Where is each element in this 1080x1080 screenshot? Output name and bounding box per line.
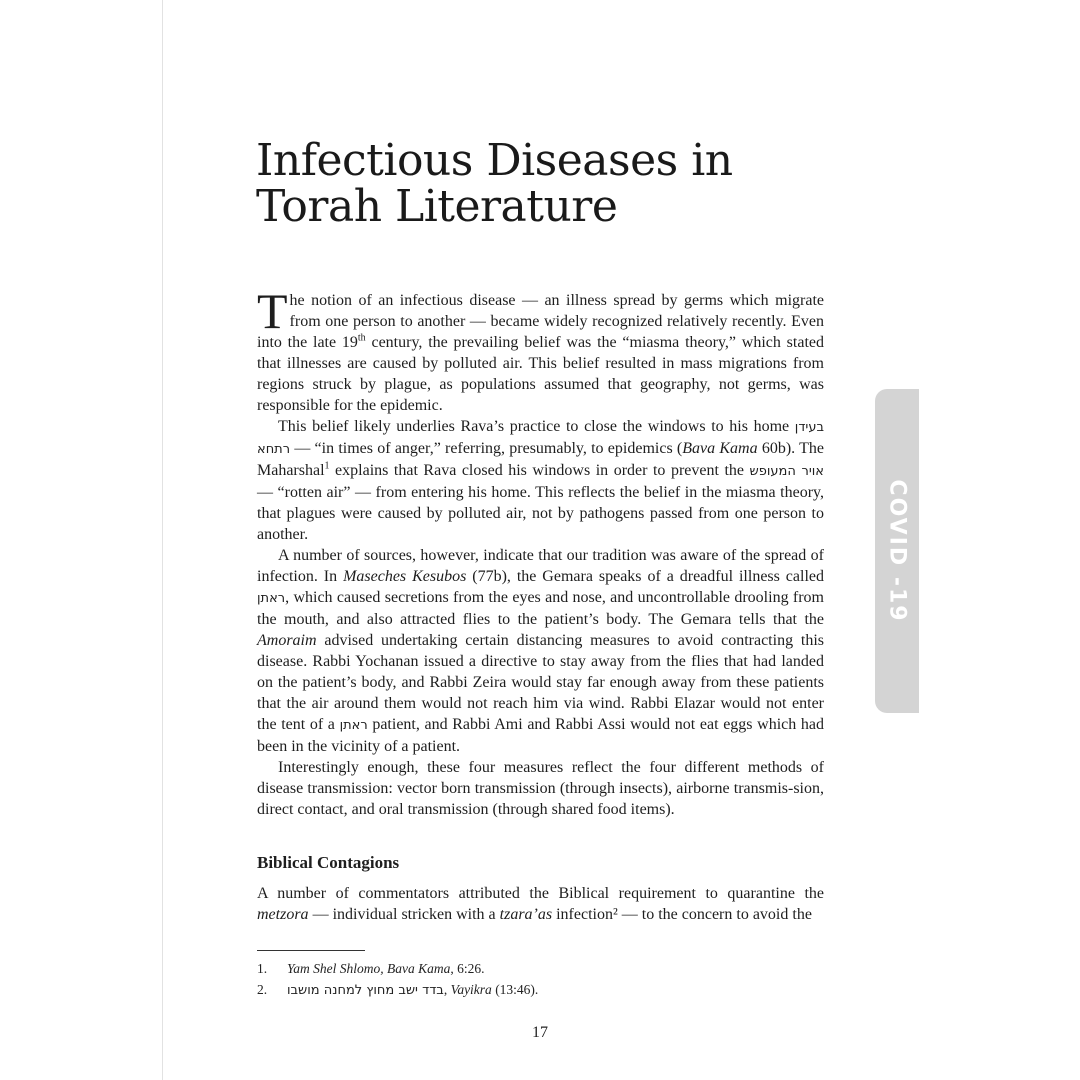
footnote-item bbox=[257, 958, 824, 979]
side-tab-label: COVID -19 bbox=[884, 479, 910, 623]
footnote-number: 1. bbox=[257, 961, 268, 976]
footnote-divider bbox=[257, 950, 365, 951]
paragraph-1: The notion of an infectious disease — an illness spread by germs which migrate from one person to another — became widely recognized relatively recently. Even into the late 19th century, the prevailing belief was the “miasma theory,” which stated that illnesses are caused by polluted air. This belief resulted in mass migrations from regions struck by plague, as populations assumed that geography, not germs, was responsible for the epidemic. bbox=[257, 283, 825, 414]
footnote-number: 2. bbox=[257, 982, 268, 997]
title-line-2: Torah Literature bbox=[256, 181, 618, 232]
page-number: 17 bbox=[532, 1024, 548, 1041]
section-side-tab bbox=[875, 389, 919, 713]
body-text bbox=[257, 283, 825, 925]
footnote-ref-1[interactable]: 1 bbox=[324, 460, 330, 472]
section-heading: Biblical Contagions bbox=[257, 853, 400, 872]
hebrew-text: בעידן רתחא bbox=[257, 420, 824, 457]
hebrew-text: אויר המעופש bbox=[749, 464, 824, 479]
page-gutter-line bbox=[162, 0, 163, 1080]
footnote-item bbox=[257, 979, 824, 1001]
paragraph-3: A number of sources, however, indicate that our tradition was aware of the spread of infection. In Maseches Kesubos (77b), the Gemara speaks of a dreadful illness called ראתן, which caused secretions from the eyes and nose, and uncontrollable drooling from the mouth, and also attracted flies to the patient’s body. The Gemara tells that the Amoraim advised undertaking certain distancing measures to avoid contracting this disease. Rabbi Yochanan issued a directive to stay away from the flies that had landed on the patient’s body, and Rabbi Zeira would stay far enough away from these patients that the air around them would not reach him via wind. Rabbi Elazar would not enter the tent of a ראתן patient, and Rabbi Ami and Rabbi Assi would not eat eggs which had been in the vicinity of a patient. bbox=[257, 547, 825, 755]
hebrew-text: ראתן bbox=[257, 591, 286, 606]
paragraph-5: A number of commentators attributed the Biblical requirement to quarantine the metzora — individual stricken with a tzara’as infection² — to the concern to avoid the bbox=[257, 885, 824, 923]
paragraph-4: Interestingly enough, these four measures reflect the four different methods of disease transmission: vector born transmission (through insects), airborne transmis-sion, direct contact, and oral transmission (through shared food items). bbox=[257, 759, 824, 818]
drop-cap: T bbox=[257, 283, 288, 339]
title-line-1: Infectious Diseases in bbox=[256, 135, 733, 186]
chapter-title bbox=[256, 135, 856, 232]
footnotes bbox=[257, 958, 824, 1001]
footnote-text: בדד ישב מחוץ למחנה מושבו, Vayikra (13:46). bbox=[287, 982, 539, 998]
hebrew-text: בדד ישב מחוץ למחנה מושבו bbox=[287, 983, 444, 998]
paragraph-2: This belief likely underlies Rava’s practice to close the windows to his home בעידן רתחא — “in times of anger,” referring, presumably, to epidemics (Bava Kama 60b). The Maharshal$^1$ explains that Rava closed his windows in order to prevent the אויר המעופש — “rotten air” — from entering his home. This reflects the belief in the miasma theory, that plagues were caused by polluted air, not by pathogens passed from one person to another. bbox=[257, 418, 824, 543]
hebrew-text: ראתן bbox=[339, 718, 368, 733]
footnote-text: Yam Shel Shlomo, Bava Kama, 6:26. bbox=[287, 961, 485, 976]
